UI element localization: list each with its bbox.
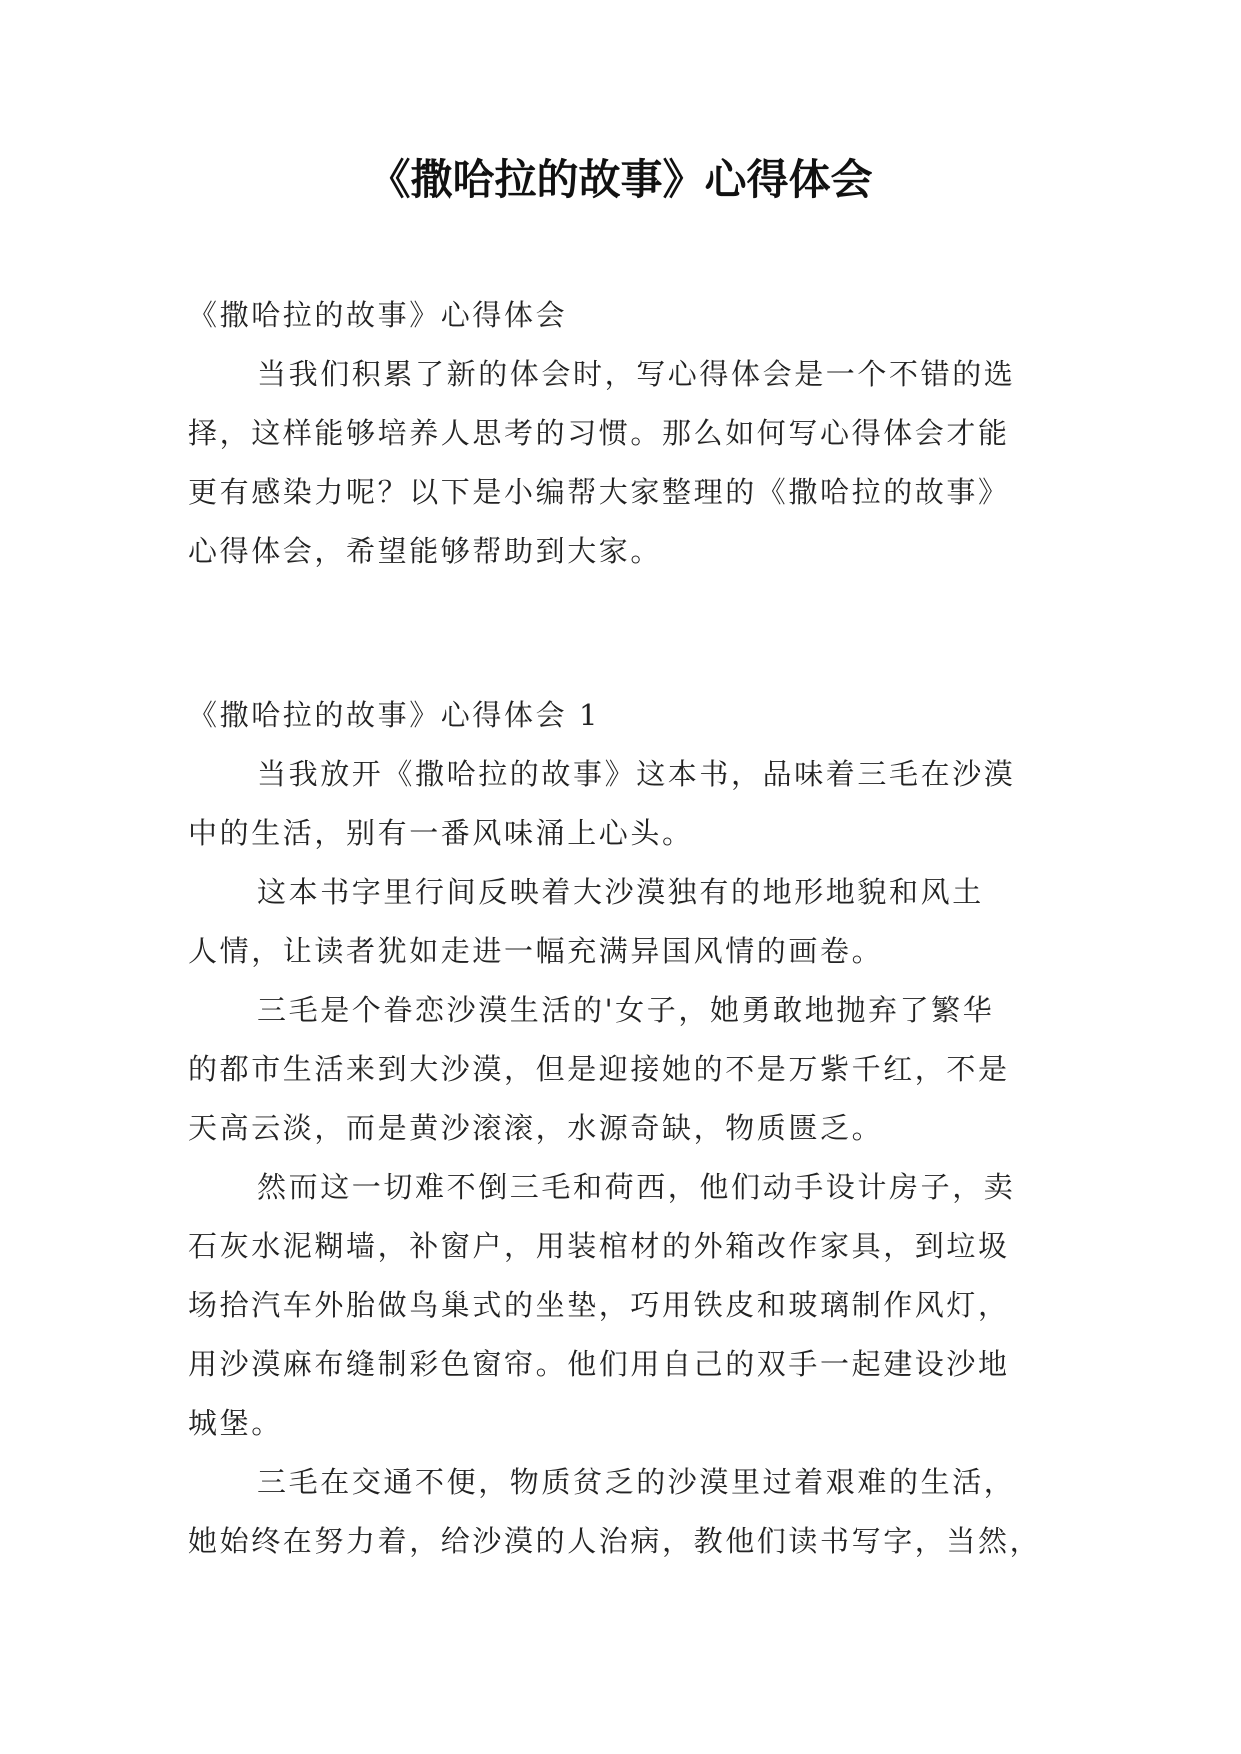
body-line: 三毛在交通不便，物质贫乏的沙漠里过着艰难的生活， <box>257 1465 1016 1499</box>
body-line: 当我放开《撒哈拉的故事》这本书，品味着三毛在沙漠 <box>257 757 1016 791</box>
body-line: 这本书字里行间反映着大沙漠独有的地形地貌和风土 <box>257 875 984 909</box>
body-line: 石灰水泥糊墙，补窗户，用装棺材的外箱改作家具，到垃圾 <box>188 1229 1010 1263</box>
body-line: 城堡。 <box>188 1406 283 1440</box>
body-line: 然而这一切难不倒三毛和荷西，他们动手设计房子，卖 <box>257 1170 1016 1204</box>
intro-line: 心得体会，希望能够帮助到大家。 <box>188 534 663 568</box>
intro-line: 择，这样能够培养人思考的习惯。那么如何写心得体会才能 <box>188 416 1010 450</box>
body-line: 场拾汽车外胎做鸟巢式的坐垫，巧用铁皮和玻璃制作风灯， <box>188 1288 1010 1322</box>
body-line: 的都市生活来到大沙漠，但是迎接她的不是万紫千红，不是 <box>188 1052 1010 1086</box>
body-line: 天高云淡，而是黄沙滚滚，水源奇缺，物质匮乏。 <box>188 1111 884 1145</box>
intro-block <box>188 286 1052 581</box>
section-block <box>188 686 1052 1571</box>
body-line: 中的生活，别有一番风味涌上心头。 <box>188 816 694 850</box>
intro-line: 当我们积累了新的体会时，写心得体会是一个不错的选 <box>257 357 1016 391</box>
body-line: 她始终在努力着，给沙漠的人治病，教他们读书写字，当然， <box>188 1524 1042 1558</box>
document-title: 《撒哈拉的故事》心得体会 <box>368 155 873 204</box>
section-heading: 《撒哈拉的故事》心得体会 1 <box>188 698 601 732</box>
body-line: 用沙漠麻布缝制彩色窗帘。他们用自己的双手一起建设沙地 <box>188 1347 1010 1381</box>
intro-heading: 《撒哈拉的故事》心得体会 <box>188 298 568 332</box>
body-line: 人情，让读者犹如走进一幅充满异国风情的画卷。 <box>188 934 884 968</box>
intro-line: 更有感染力呢？以下是小编帮大家整理的《撒哈拉的故事》 <box>188 475 1010 509</box>
body-line: 三毛是个眷恋沙漠生活的'女子，她勇敢地抛弃了繁华 <box>257 993 995 1027</box>
